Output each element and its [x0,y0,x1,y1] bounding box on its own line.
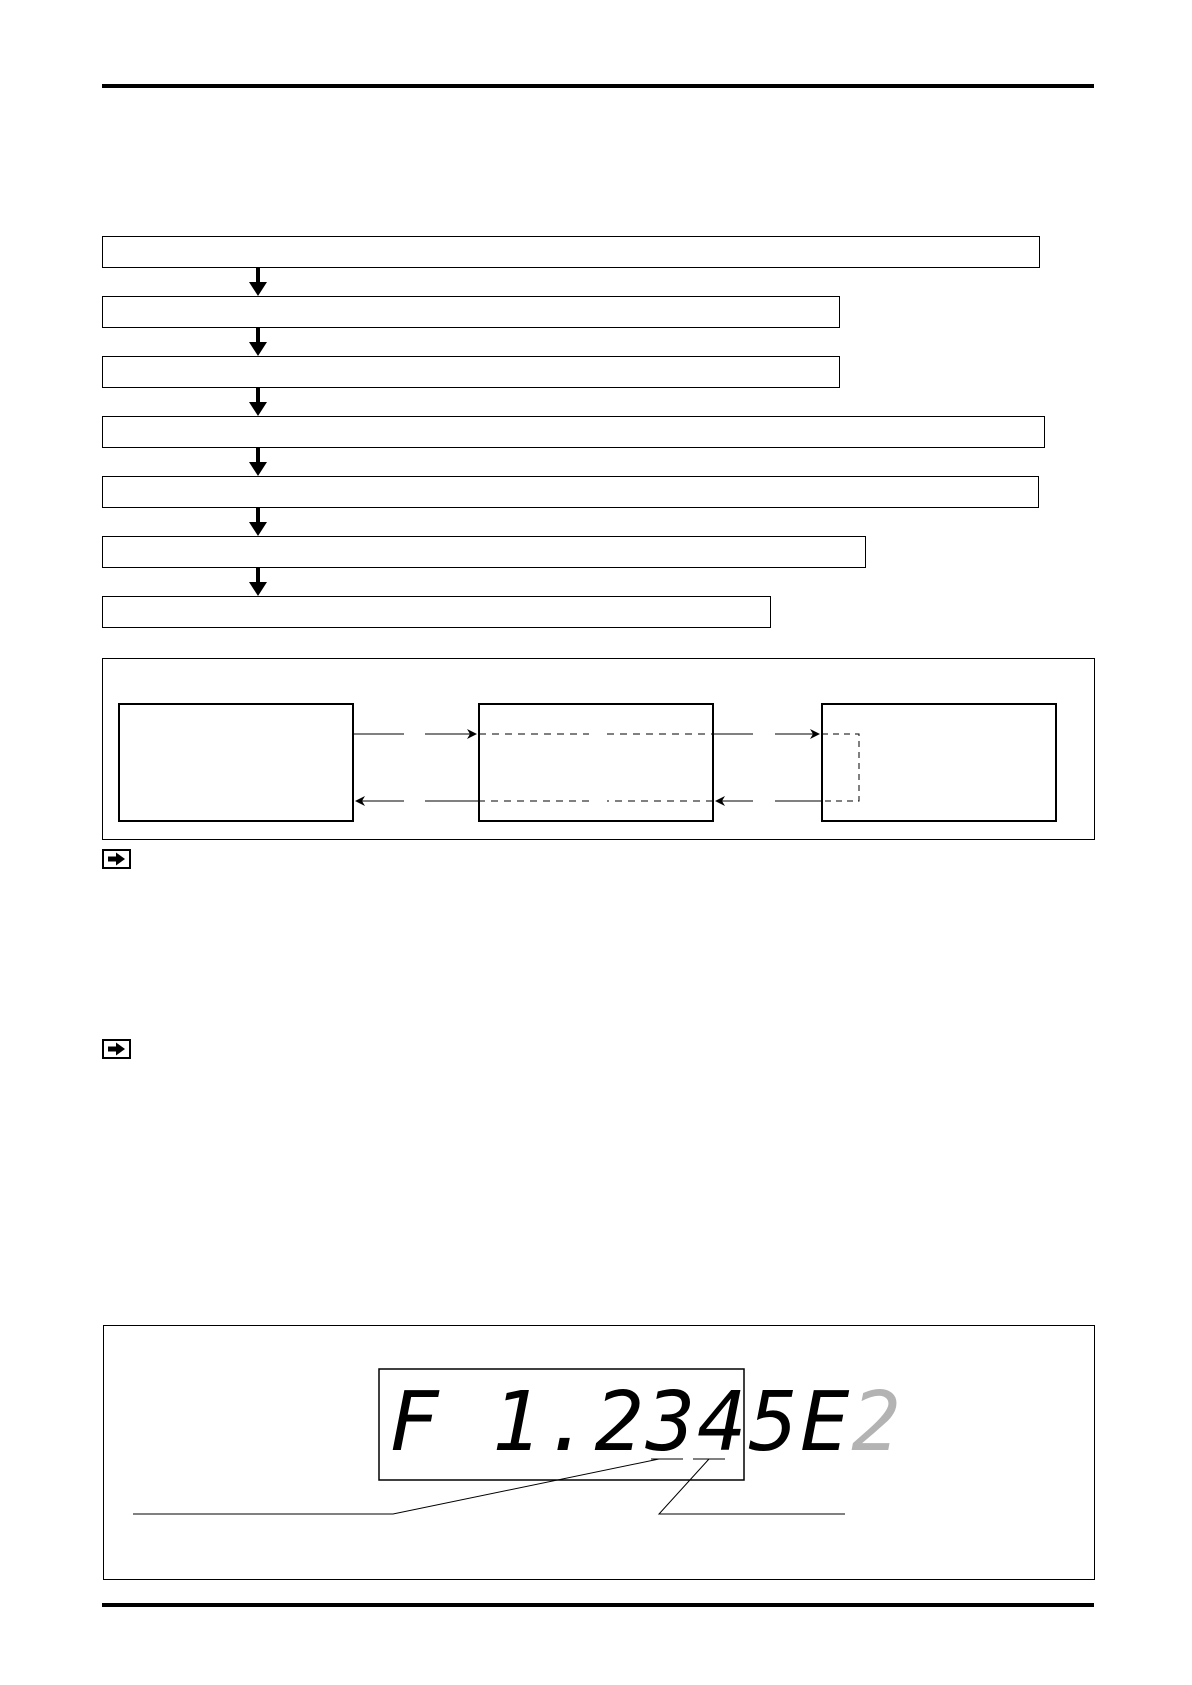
connection-diagram-lines [102,658,1095,840]
header-rule [102,84,1094,88]
block-left [119,704,353,821]
block-middle [479,704,713,821]
flow-step-7 [102,596,771,628]
down-arrow-icon [249,448,267,476]
block-right [822,704,1056,821]
lcd-mantissa: F 1.2345E [389,1375,852,1470]
flow-step-6 [102,536,866,568]
footer-rule [102,1603,1094,1607]
flow-step-2 [102,296,840,328]
flow-step-4 [102,416,1045,448]
down-arrow-icon [249,388,267,416]
flow-step-3 [102,356,840,388]
flow-step-1 [102,236,1040,268]
down-arrow-icon [249,328,267,356]
flow-step-5 [102,476,1039,508]
lcd-text [389,1375,903,1470]
down-arrow-icon [249,268,267,296]
display-illustration [103,1325,1095,1580]
connection-diagram [102,658,1095,840]
down-arrow-icon [249,568,267,596]
right-arrow-note-icon [102,1039,131,1059]
right-arrow-note-icon [102,849,131,869]
down-arrow-icon [249,508,267,536]
lcd-exponent: 2 [851,1375,903,1470]
